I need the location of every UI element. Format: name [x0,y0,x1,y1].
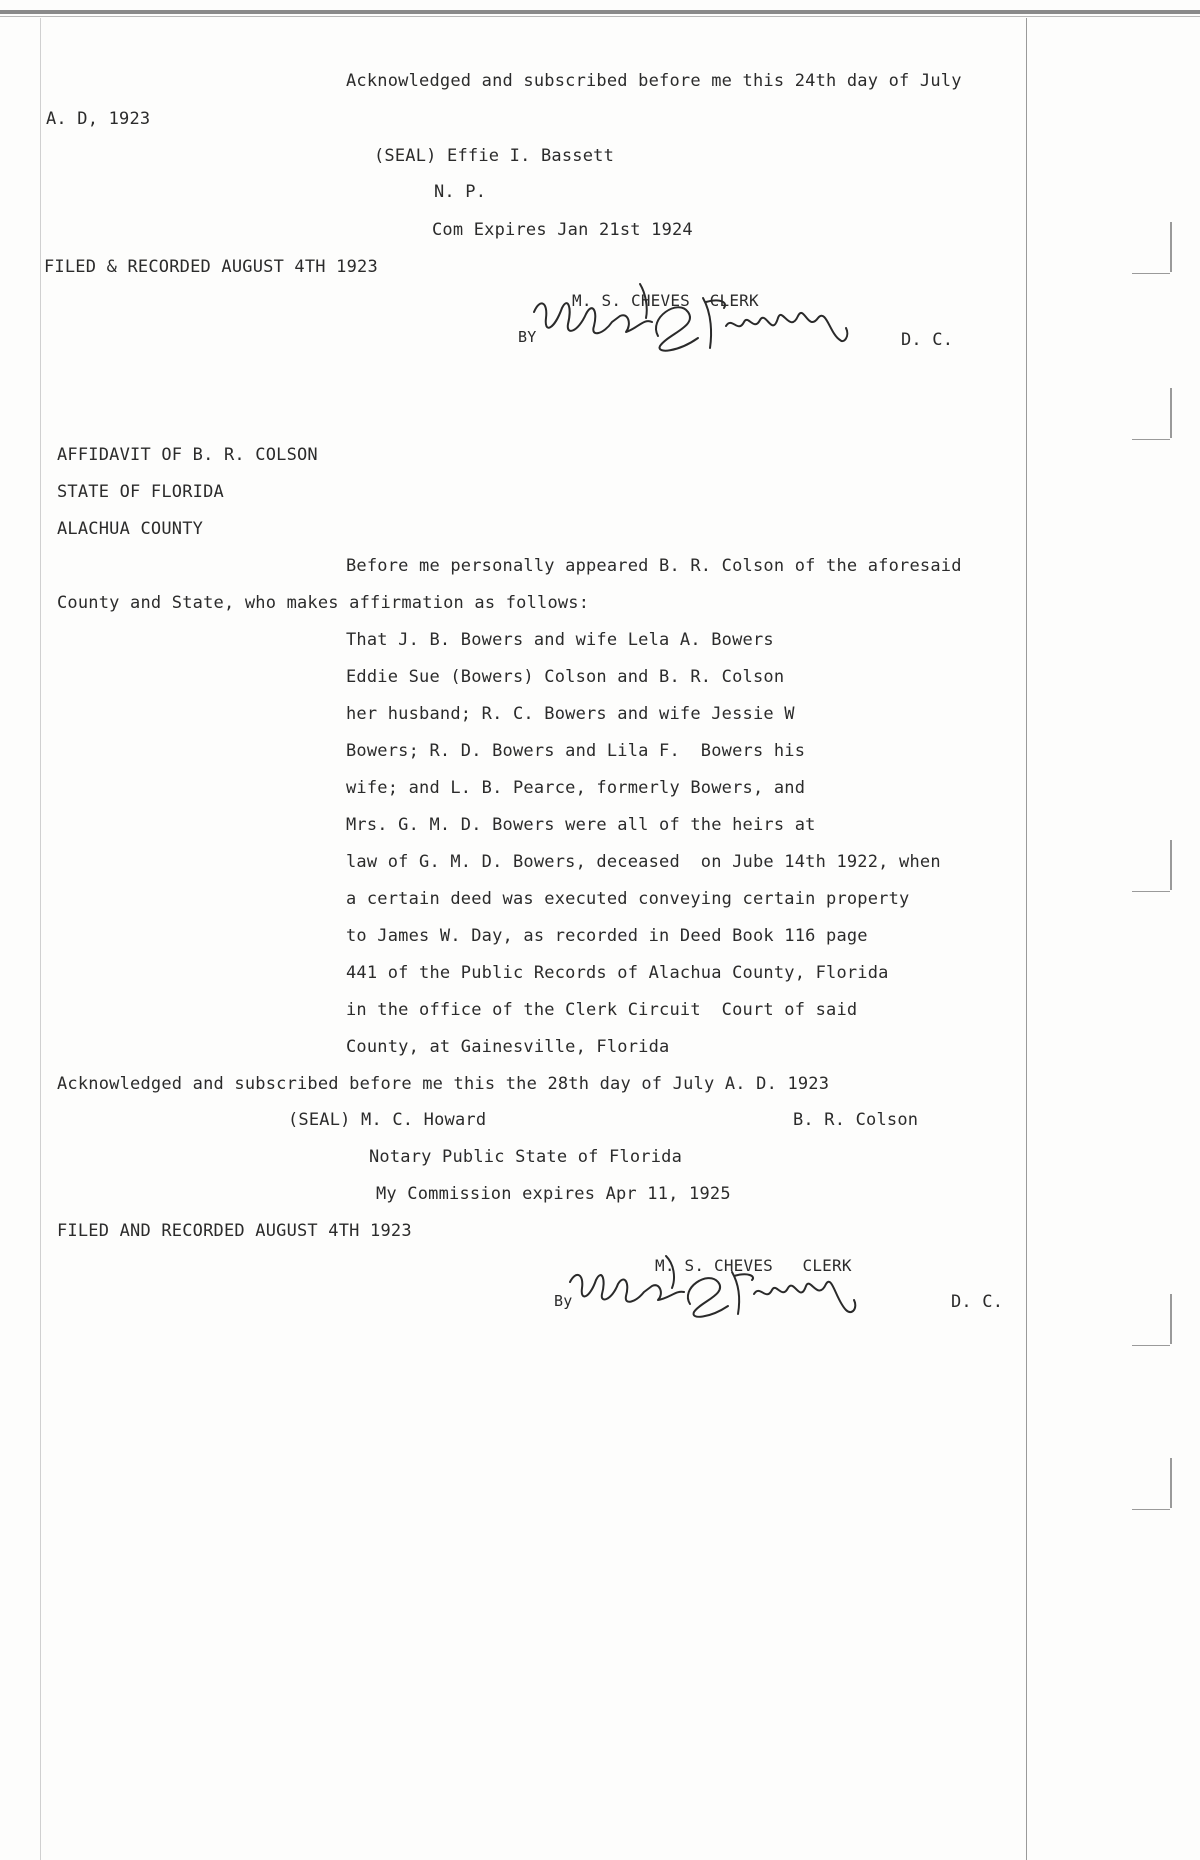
body-line: County, at Gainesville, Florida [346,1037,670,1057]
ad-year-line: A. D, 1923 [46,109,151,129]
seal-notary-line: (SEAL) Effie I. Bassett [374,146,615,166]
by-label-2: By [554,1292,573,1310]
body-line: in the office of the Clerk Circuit Court of said [346,1000,858,1020]
notary-public-line: Notary Public State of Florida [369,1147,683,1167]
by-label: BY [518,328,537,346]
affiant-name: B. R. Colson [793,1110,919,1130]
acknowledgment-line-2: Acknowledged and subscribed before me this the 28th day of July A. D. 1923 [57,1074,830,1094]
handwritten-signature [528,278,858,368]
binding-mark [1160,1294,1172,1344]
acknowledgment-line: Acknowledged and subscribed before me this 24th day of July [346,71,962,91]
body-line: a certain deed was executed conveying certain property [346,889,910,909]
commission-line: My Commission expires Apr 11, 1925 [376,1184,731,1204]
body-line: That J. B. Bowers and wife Lela A. Bowers [346,630,774,650]
dc-label: D. C. [901,330,954,350]
commission-expires-line: Com Expires Jan 21st 1924 [432,220,693,240]
binding-mark [1160,1458,1172,1508]
left-margin-line [40,18,41,1860]
dc-label-2: D. C. [951,1292,1004,1312]
body-line: Eddie Sue (Bowers) Colson and B. R. Colson [346,667,785,687]
intro-line-2: County and State, who makes affirmation as follows: [57,593,590,613]
body-line: law of G. M. D. Bowers, deceased on Jube 14th 1922, when [346,852,941,872]
body-line: to James W. Day, as recorded in Deed Book 116 page [346,926,868,946]
top-border [0,10,1200,14]
handwritten-signature [566,1250,866,1330]
intro-line-1: Before me personally appeared B. R. Colson of the aforesaid [346,556,962,576]
seal-notary-line-2: (SEAL) M. C. Howard [288,1110,487,1130]
filed-recorded-line-2: FILED AND RECORDED AUGUST 4TH 1923 [57,1221,412,1241]
binding-mark [1160,388,1172,438]
state-line: STATE OF FLORIDA [57,482,224,502]
right-margin-line [1026,18,1027,1860]
body-line: 441 of the Public Records of Alachua County, Florida [346,963,889,983]
body-line: wife; and L. B. Pearce, formerly Bowers, and [346,778,806,798]
clerk-line-2: M. S. CHEVES CLERK [655,1256,852,1275]
filed-recorded-line: FILED & RECORDED AUGUST 4TH 1923 [44,257,378,277]
body-line: her husband; R. C. Bowers and wife Jessie W [346,704,795,724]
clerk-line: M. S. CHEVES CLERK [572,291,759,310]
body-line: Bowers; R. D. Bowers and Lila F. Bowers his [346,741,806,761]
np-line: N. P. [434,182,487,202]
affidavit-title: AFFIDAVIT OF B. R. COLSON [57,445,318,465]
binding-mark [1160,222,1172,272]
county-line: ALACHUA COUNTY [57,519,204,539]
body-line: Mrs. G. M. D. Bowers were all of the heirs at [346,815,816,835]
binding-mark [1160,840,1172,890]
top-border-thin [0,16,1200,17]
